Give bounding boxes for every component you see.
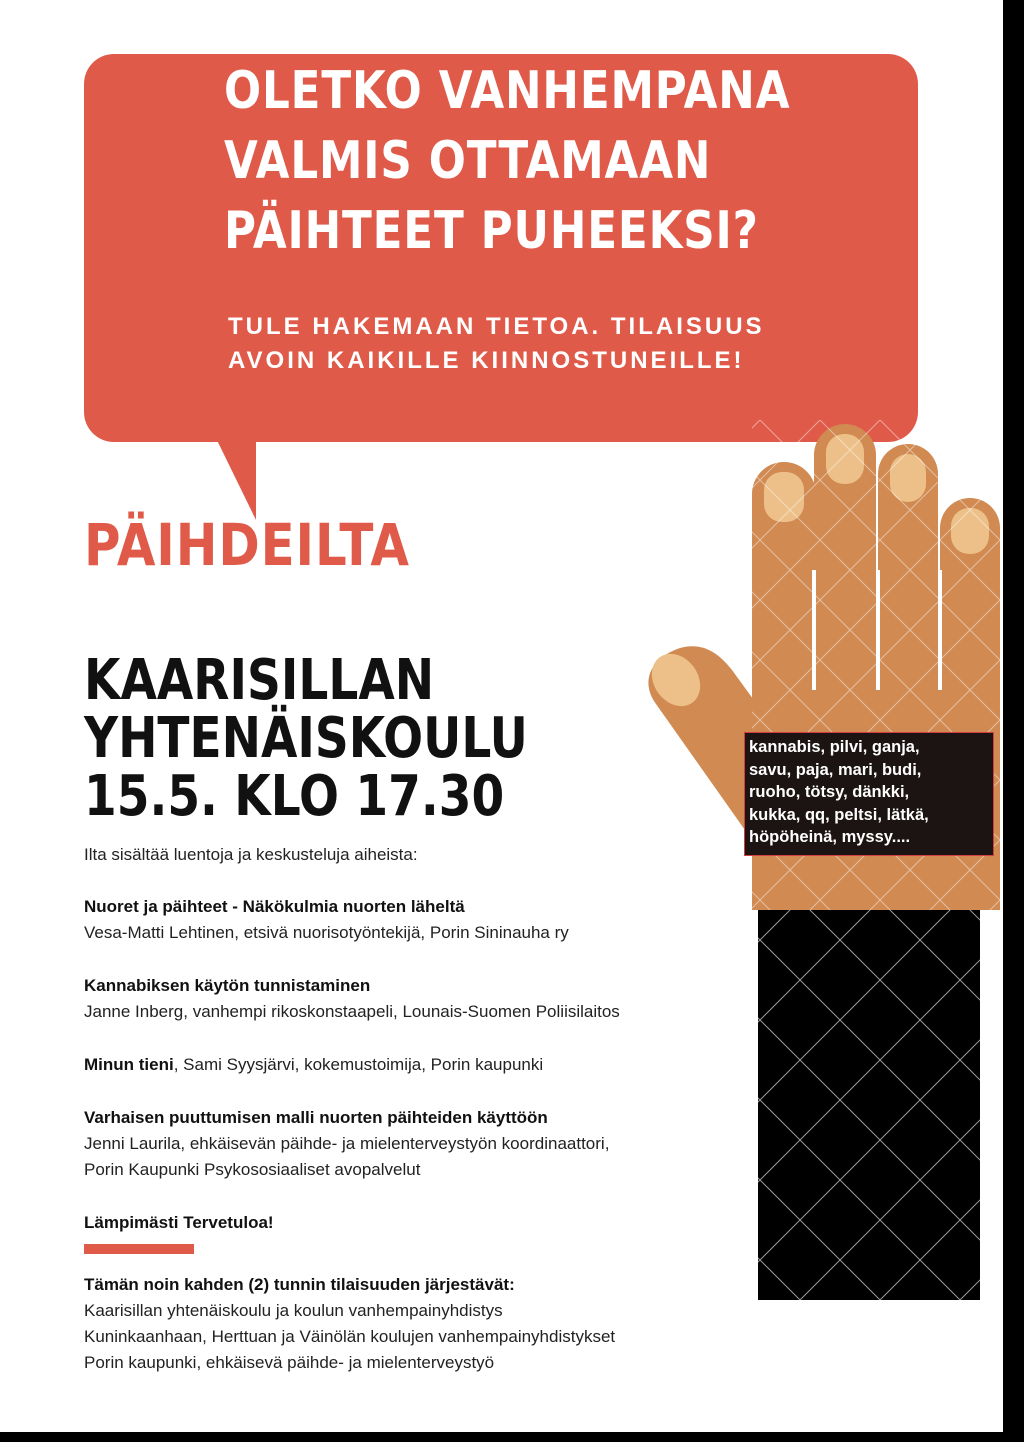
subheadline-line: TULE HAKEMAAN TIETOA. TILAISUUS [228, 313, 765, 340]
program-item-speaker: Porin Kaupunki Psykososiaaliset avopalvelut [84, 1160, 421, 1179]
organizer-line: Kuninkaanhaan, Herttuan ja Väinölän koulujen vanhempainyhdistykset [84, 1327, 616, 1346]
program-item [84, 894, 724, 946]
event-title: PÄIHDEILTA [84, 511, 410, 579]
intro-text: Ilta sisältää luentoja ja keskusteluja aiheista: [84, 845, 418, 864]
program-content [84, 842, 724, 1376]
slang-line: höpöheinä, myssy.... [749, 828, 911, 846]
slang-line: savu, paja, mari, budi, [749, 760, 922, 779]
venue-line: YHTENÄISKOULU [84, 706, 528, 771]
subheadline [228, 310, 765, 378]
slang-line: kukka, qq, peltsi, lätkä, [749, 805, 929, 824]
headline-line: PÄIHTEET PUHEEKSI? [224, 201, 759, 261]
headline-line: VALMIS OTTAMAAN [224, 131, 712, 191]
headline [224, 56, 791, 266]
program-item-title: Minun tieni [84, 1055, 174, 1074]
program-item [84, 973, 724, 1025]
program-item-title: Kannabiksen käytön tunnistaminen [84, 976, 371, 995]
program-item-speaker: Vesa-Matti Lehtinen, etsivä nuorisotyöntekijä, Porin Sininauha ry [84, 923, 569, 942]
organizers-title: Tämän noin kahden (2) tunnin tilaisuuden järjestävät: [84, 1275, 515, 1294]
program-item [84, 1105, 724, 1183]
program-item-speaker: , Sami Syysjärvi, kokemustoimija, Porin kaupunki [173, 1055, 544, 1074]
red-divider [84, 1244, 194, 1254]
venue-line: 15.5. KLO 17.30 [84, 764, 505, 829]
organizer-line: Kaarisillan yhtenäiskoulu ja koulun vanhempainyhdistys [84, 1301, 503, 1320]
venue-line: KAARISILLAN [84, 648, 435, 713]
raised-hand-illustration [640, 420, 1003, 1300]
program-item-inline [84, 1052, 724, 1078]
program-item-speaker: Jenni Laurila, ehkäisevän päihde- ja mielenterveystyön koordinaattori, [84, 1134, 610, 1153]
program-item-title: Nuoret ja päihteet - Näkökulmia nuorten läheltä [84, 897, 465, 916]
program-item-speaker: Janne Inberg, vanhempi rikoskonstaapeli, Lounais-Suomen Poliisilaitos [84, 1002, 620, 1021]
venue-and-time [84, 648, 528, 829]
cannabis-slang-tag [744, 732, 994, 856]
slang-line: kannabis, pilvi, ganja, [749, 738, 920, 756]
welcome-text: Lämpimästi Tervetuloa! [84, 1213, 274, 1232]
headline-line: OLETKO VANHEMPANA [224, 61, 791, 121]
slang-line: ruoho, tötsy, dänkki, [749, 783, 910, 801]
subheadline-line: AVOIN KAIKILLE KIINNOSTUNEILLE! [228, 347, 745, 374]
program-item-title: Varhaisen puuttumisen malli nuorten päihteiden käyttöön [84, 1108, 548, 1127]
organizer-line: Porin kaupunki, ehkäisevä päihde- ja mielenterveystyö [84, 1353, 495, 1372]
program-item [84, 1052, 724, 1078]
